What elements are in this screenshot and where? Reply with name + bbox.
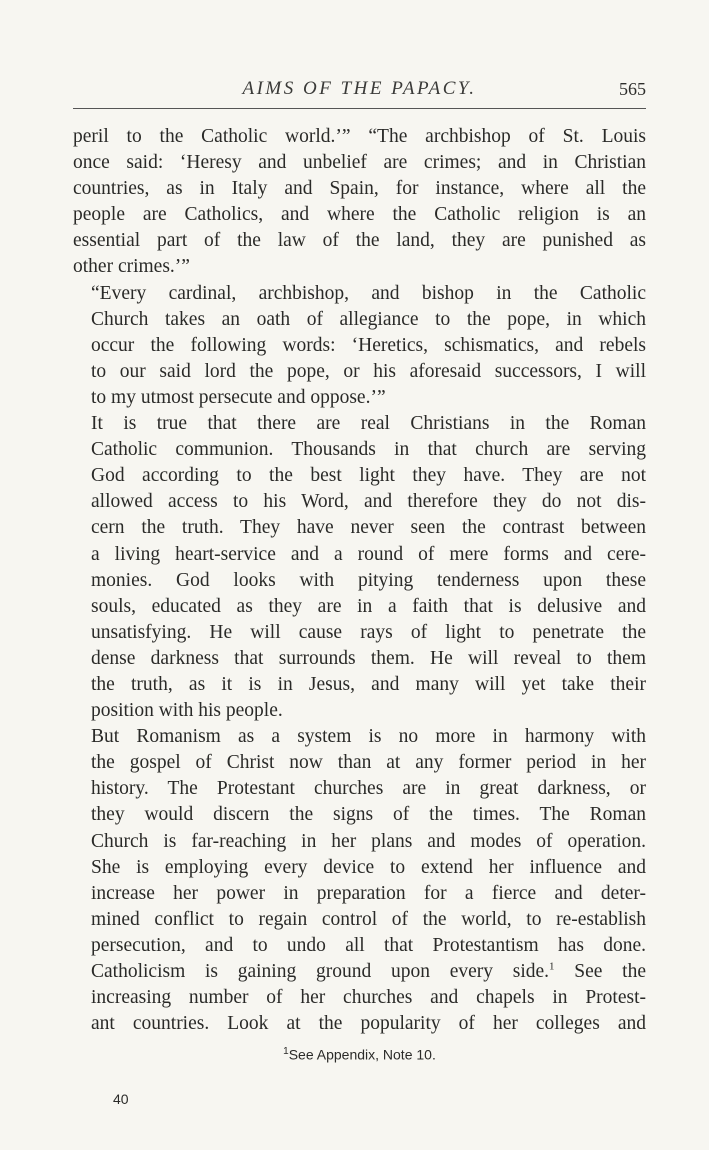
text-line: ant countries. Look at the popularity of her colleges and [91,1013,646,1035]
text-line: the gospel of Christ now than at any former period in her [91,752,646,774]
text-line: peril to the Catholic world.’” “The archbishop of St. Louis [73,126,646,147]
text-line: allowed access to his Word, and therefore they do not dis- [91,491,646,513]
text-line: increasing number of her churches and chapels in Protest- [91,987,646,1009]
text-line-with-footnote [73,959,646,985]
text-line: But Romanism as a system is no more in harmony with [91,726,646,748]
paragraph [73,281,646,411]
text-line: Catholic communion. Thousands in that church are serving [91,439,646,461]
body-text [73,124,646,1037]
footnote [73,1046,646,1063]
text-segment: See the [554,961,646,982]
text-line: to my utmost persecute and oppose.’” [91,386,386,408]
text-line: history. The Protestant churches are in great darkness, or [91,778,646,800]
paragraph [73,124,646,281]
text-line: increase her power in preparation for a fierce and deter- [91,882,646,904]
text-segment: Catholicism is gaining ground upon every side. [91,961,550,982]
text-line: mined conflict to regain control of the world, to re-establish [91,908,646,930]
text-line: persecution, and to undo all that Protestantism has done. [91,934,646,956]
signature-mark: 40 [113,1091,129,1107]
text-line: dense darkness that surrounds them. He will reveal to them [91,647,646,669]
text-line: countries, as in Italy and Spain, for instance, where all the [73,178,646,200]
text-line: Church is far-reaching in her plans and modes of operation. [91,830,646,852]
text-line: occur the following words: ‘Heretics, schismatics, and rebels [91,334,646,356]
text-line: other crimes.’” [73,256,190,278]
text-line: souls, educated as they are in a faith that is delusive and [91,595,646,617]
text-line: It is true that there are real Christians in the Roman [91,413,646,435]
text-line: cern the truth. They have never seen the contrast between [91,517,646,539]
text-line: She is employing every device to extend her influence and [91,856,646,878]
footnote-marker: 1 [283,1046,289,1057]
paragraph [73,411,646,724]
running-header [73,78,646,109]
text-line: once said: ‘Heresy and unbelief are crimes; and in Christian [73,152,646,174]
footnote-reference: 1 [549,960,555,973]
text-line: they would discern the signs of the times. The Roman [91,804,646,826]
text-line: Church takes an oath of allegiance to the pope, in which [91,308,646,330]
text-line: people are Catholics, and where the Catholic religion is an [73,204,646,226]
text-line: God according to the best light they have. They are not [91,465,646,487]
text-line: monies. God looks with pitying tenderness upon these [91,569,646,591]
text-line: “Every cardinal, archbishop, and bishop in the Catholic [91,282,646,304]
paragraph [73,724,646,1037]
text-line: essential part of the law of the land, they are punished as [73,230,646,252]
page-number: 565 [619,79,646,99]
text-line: the truth, as it is in Jesus, and many will yet take their [91,673,646,695]
footnote-text: See Appendix, Note 10. [288,1046,436,1063]
text-line: position with his people. [91,700,283,722]
text-line: unsatisfying. He will cause rays of light to penetrate the [91,621,646,643]
text-line: to our said lord the pope, or his aforesaid successors, I will [91,360,646,382]
text-line: a living heart-service and a round of mere forms and cere- [91,543,646,565]
running-title: AIMS OF THE PAPACY. [242,78,477,99]
